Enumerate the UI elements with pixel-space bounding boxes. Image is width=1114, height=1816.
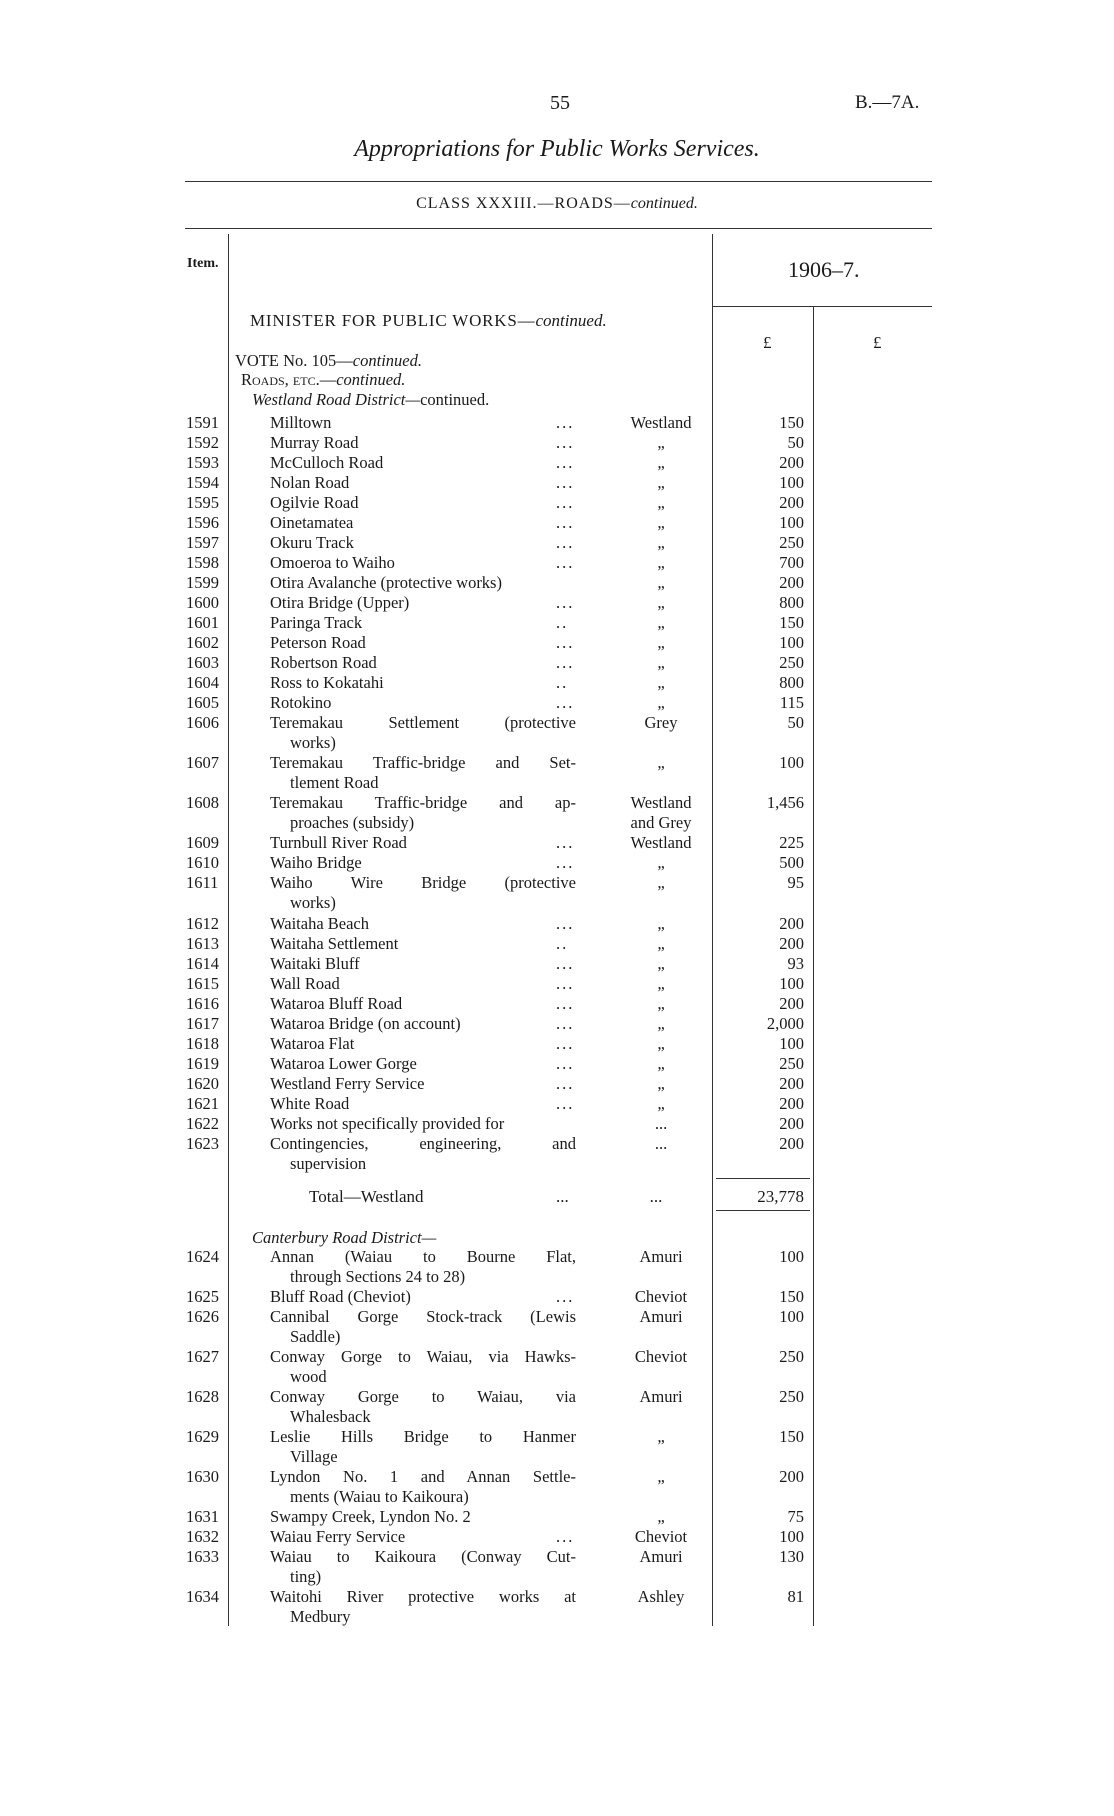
item-description: Nolan Road: [270, 473, 350, 492]
amount-value: 250: [779, 1347, 804, 1366]
item-number: 1620: [186, 1074, 219, 1093]
leader-dots: ..: [556, 613, 569, 632]
item-number: 1595: [186, 493, 219, 512]
item-description: Rotokino: [270, 693, 332, 712]
roads-heading-main: Roads, etc.—: [241, 370, 337, 389]
amount-value: 50: [787, 713, 804, 732]
item-description: Waitaha Beach: [270, 914, 369, 933]
district-name: ...: [654, 1134, 668, 1153]
total-top-rule: [716, 1178, 810, 1179]
roads-heading-continued: continued.: [336, 370, 406, 389]
description-line-1: Teremakau Settlement (protective: [270, 713, 576, 732]
total-dots: ...: [556, 1187, 569, 1206]
class-heading: [0, 195, 1114, 213]
item-description: [270, 1134, 576, 1173]
district-line-1: Westland: [630, 793, 692, 812]
leader-dots: ...: [556, 1527, 575, 1546]
item-number: 1604: [186, 673, 219, 692]
amount-value: 200: [779, 573, 804, 592]
district-name: „: [657, 994, 665, 1013]
item-description: Waitaki Bluff: [270, 954, 360, 973]
district-name: „: [657, 553, 665, 572]
item-number: 1610: [186, 853, 219, 872]
total-district: ...: [649, 1187, 663, 1206]
document-reference-code: B.—7A.: [855, 92, 920, 113]
amount-value: 100: [779, 1247, 804, 1266]
district-name: Cheviot: [634, 1527, 688, 1546]
district-name: Grey: [644, 713, 678, 732]
class-heading-continued: continued.: [630, 195, 698, 212]
leader-dots: ...: [556, 833, 575, 852]
vote-heading-main: VOTE No. 105—: [235, 351, 353, 370]
item-number: 1609: [186, 833, 219, 852]
item-number: 1615: [186, 974, 219, 993]
item-number: 1603: [186, 653, 219, 672]
item-description: [270, 793, 576, 832]
item-number: 1616: [186, 994, 219, 1013]
item-description: Westland Ferry Service: [270, 1074, 425, 1093]
leader-dots: ...: [556, 413, 575, 432]
leader-dots: ...: [556, 853, 575, 872]
leader-dots: ...: [556, 1054, 575, 1073]
leader-dots: ...: [556, 533, 575, 552]
amount-value: 250: [779, 1387, 804, 1406]
item-description: Wataroa Flat: [270, 1034, 355, 1053]
class-heading-main: CLASS XXXIII.—ROADS—: [416, 195, 631, 212]
leader-dots: ...: [556, 914, 575, 933]
description-line-1: Teremakau Traffic-bridge and ap-: [270, 793, 576, 812]
description-line-2: tlement Road: [290, 772, 379, 792]
amount-value: 1,456: [766, 793, 804, 812]
item-number: 1632: [186, 1527, 219, 1546]
item-description: Murray Road: [270, 433, 359, 452]
description-line-1: Teremakau Traffic-bridge and Set-: [270, 753, 576, 772]
item-number: 1594: [186, 473, 219, 492]
leader-dots: ...: [556, 633, 575, 652]
item-description: [270, 873, 576, 912]
leader-dots: ...: [556, 433, 575, 452]
item-description: Waiau Ferry Service: [270, 1527, 406, 1546]
leader-dots: ...: [556, 1074, 575, 1093]
item-description: Ross to Kokatahi: [270, 673, 384, 692]
item-number: 1634: [186, 1587, 219, 1606]
description-line-2: ments (Waiau to Kaikoura): [290, 1486, 469, 1506]
district-name: [614, 793, 708, 832]
item-number: 1626: [186, 1307, 219, 1326]
item-number: 1633: [186, 1547, 219, 1566]
item-description: Wall Road: [270, 974, 340, 993]
item-description: Robertson Road: [270, 653, 377, 672]
amount-value: 95: [787, 873, 804, 892]
item-description: Omoeroa to Waiho: [270, 553, 395, 572]
pound-sign-column-a: £: [763, 333, 772, 352]
leader-dots: ...: [556, 453, 575, 472]
district-name: Westland: [630, 413, 692, 432]
item-number: 1622: [186, 1114, 219, 1133]
district-name: „: [657, 1074, 665, 1093]
description-line-2: ting): [290, 1566, 322, 1586]
district-name: Cheviot: [634, 1287, 688, 1306]
amount-value: 81: [787, 1587, 804, 1606]
amount-value: 200: [779, 493, 804, 512]
westland-district-heading-main: Westland Road District—: [252, 390, 421, 409]
description-line-2: supervision: [290, 1153, 367, 1173]
amount-value: 150: [779, 1427, 804, 1446]
district-name: Westland: [630, 833, 692, 852]
item-description: Ogilvie Road: [270, 493, 359, 512]
description-line-1: Contingencies, engineering, and: [270, 1134, 576, 1153]
district-name: „: [657, 693, 665, 712]
amount-value: 200: [779, 1134, 804, 1153]
header-rule: [185, 228, 932, 229]
item-description: [270, 1587, 576, 1626]
item-description: Oinetamatea: [270, 513, 354, 532]
amount-value: 2,000: [766, 1014, 804, 1033]
leader-dots: ...: [556, 553, 575, 572]
item-description: Waiho Bridge: [270, 853, 362, 872]
description-line-2: wood: [290, 1366, 327, 1386]
item-description: Otira Avalanche (protective works): [270, 573, 502, 592]
item-description: Waitaha Settlement: [270, 934, 399, 953]
amount-value: 100: [779, 473, 804, 492]
year-rule: [712, 306, 932, 307]
amount-value: 500: [779, 853, 804, 872]
item-description: Works not specifically provided for: [270, 1114, 505, 1133]
amount-value: 150: [779, 1287, 804, 1306]
description-line-1: Annan (Waiau to Bourne Flat,: [270, 1247, 576, 1266]
item-number: 1612: [186, 914, 219, 933]
item-description: [270, 1547, 576, 1586]
item-description: Wataroa Bridge (on account): [270, 1014, 461, 1033]
item-description: [270, 1247, 576, 1286]
description-line-2: Whalesback: [290, 1406, 371, 1426]
leader-dots: ...: [556, 954, 575, 973]
leader-dots: ...: [556, 653, 575, 672]
amount-value: 200: [779, 1094, 804, 1113]
amount-value: 700: [779, 553, 804, 572]
district-name: Amuri: [639, 1547, 683, 1566]
district-name: „: [657, 1467, 665, 1486]
item-number: 1623: [186, 1134, 219, 1153]
roads-heading: [241, 370, 405, 390]
item-description: [270, 1387, 576, 1426]
amount-value: 100: [779, 1307, 804, 1326]
district-name: „: [657, 473, 665, 492]
minister-heading: [250, 311, 607, 331]
description-line-2: Medbury: [290, 1606, 351, 1626]
amount-value: 200: [779, 934, 804, 953]
amount-value: 800: [779, 593, 804, 612]
item-number: 1600: [186, 593, 219, 612]
amount-value: 200: [779, 994, 804, 1013]
item-description: [270, 753, 576, 792]
page-title: Appropriations for Public Works Services.: [354, 136, 760, 162]
district-name: Amuri: [639, 1387, 683, 1406]
leader-dots: ...: [556, 473, 575, 492]
item-number: 1601: [186, 613, 219, 632]
district-column-rule: [712, 234, 713, 1626]
district-name: „: [657, 513, 665, 532]
total-label: Total—Westland: [309, 1187, 424, 1206]
item-description: Paringa Track: [270, 613, 363, 632]
district-name: Ashley: [637, 1587, 685, 1606]
leader-dots: ...: [556, 693, 575, 712]
amount-value: 200: [779, 1074, 804, 1093]
leader-dots: ..: [556, 934, 569, 953]
item-column-rule: [228, 234, 229, 1626]
amount-value: 100: [779, 753, 804, 772]
item-number: 1613: [186, 934, 219, 953]
vote-heading-continued: continued.: [352, 351, 422, 370]
amount-value: 250: [779, 533, 804, 552]
amount-value: 200: [779, 1467, 804, 1486]
item-number: 1630: [186, 1467, 219, 1486]
amount-value: 93: [787, 954, 804, 973]
description-line-1: Waiau to Kaikoura (Conway Cut-: [270, 1547, 576, 1566]
description-line-2: works): [290, 732, 336, 752]
item-number: 1627: [186, 1347, 219, 1366]
item-number: 1607: [186, 753, 219, 772]
item-description: Peterson Road: [270, 633, 366, 652]
leader-dots: ...: [556, 1287, 575, 1306]
description-line-1: Conway Gorge to Waiau, via Hawks-: [270, 1347, 576, 1366]
item-description: Otira Bridge (Upper): [270, 593, 410, 612]
amount-value: 50: [787, 433, 804, 452]
district-name: „: [657, 753, 665, 772]
item-description: Wataroa Bluff Road: [270, 994, 403, 1013]
amount-value: 200: [779, 914, 804, 933]
leader-dots: ..: [556, 673, 569, 692]
amount-column-rule: [813, 306, 814, 1626]
district-name: „: [657, 1054, 665, 1073]
item-number: 1619: [186, 1054, 219, 1073]
item-number: 1599: [186, 573, 219, 592]
item-number: 1602: [186, 633, 219, 652]
district-name: „: [657, 934, 665, 953]
district-name: „: [657, 1094, 665, 1113]
description-line-2: proaches (subsidy): [290, 812, 415, 832]
amount-value: 75: [787, 1507, 804, 1526]
item-number: 1591: [186, 413, 219, 432]
item-number: 1629: [186, 1427, 219, 1446]
item-number: 1596: [186, 513, 219, 532]
description-line-1: Cannibal Gorge Stock-track (Lewis: [270, 1307, 576, 1326]
item-description: White Road: [270, 1094, 350, 1113]
minister-heading-continued: continued.: [535, 311, 607, 330]
district-name: „: [657, 853, 665, 872]
district-name: Amuri: [639, 1307, 683, 1326]
district-line-2: and Grey: [630, 812, 692, 832]
total-amount: 23,778: [757, 1187, 804, 1206]
item-description: Wataroa Lower Gorge: [270, 1054, 417, 1073]
district-name: „: [657, 1034, 665, 1053]
description-line-1: Lyndon No. 1 and Annan Settle-: [270, 1467, 576, 1486]
item-description: Milltown: [270, 413, 332, 432]
district-name: „: [657, 633, 665, 652]
item-description: [270, 713, 576, 752]
district-name: „: [657, 533, 665, 552]
leader-dots: ...: [556, 974, 575, 993]
district-name: „: [657, 433, 665, 452]
amount-value: 100: [779, 513, 804, 532]
district-name: Amuri: [639, 1247, 683, 1266]
district-name: „: [657, 1507, 665, 1526]
district-name: „: [657, 1427, 665, 1446]
leader-dots: ...: [556, 493, 575, 512]
amount-value: 800: [779, 673, 804, 692]
item-number: 1606: [186, 713, 219, 732]
westland-district-heading: [252, 390, 489, 410]
amount-value: 100: [779, 974, 804, 993]
description-line-1: Conway Gorge to Waiau, via: [270, 1387, 576, 1406]
description-line-2: Saddle): [290, 1326, 341, 1346]
amount-value: 250: [779, 1054, 804, 1073]
amount-value: 100: [779, 633, 804, 652]
vote-heading: [235, 351, 422, 371]
amount-value: 100: [779, 1034, 804, 1053]
district-name: ...: [654, 1114, 668, 1133]
item-description: Okuru Track: [270, 533, 354, 552]
district-name: „: [657, 613, 665, 632]
year-column-header: 1906–7.: [788, 257, 860, 282]
item-number: 1624: [186, 1247, 219, 1266]
title-rule: [185, 181, 932, 182]
item-number: 1611: [186, 873, 219, 892]
item-number: 1605: [186, 693, 219, 712]
item-description: [270, 1307, 576, 1346]
leader-dots: ...: [556, 1014, 575, 1033]
amount-value: 225: [779, 833, 804, 852]
westland-district-heading-continued: continued.: [420, 390, 490, 409]
district-name: „: [657, 653, 665, 672]
amount-value: 150: [779, 413, 804, 432]
description-line-2: works): [290, 892, 336, 912]
amount-value: 150: [779, 613, 804, 632]
pound-sign-column-b: £: [873, 333, 882, 352]
amount-value: 200: [779, 1114, 804, 1133]
description-line-1: Waiho Wire Bridge (protective: [270, 873, 576, 892]
description-line-2: Village: [290, 1446, 338, 1466]
district-name: „: [657, 974, 665, 993]
item-number: 1618: [186, 1034, 219, 1053]
leader-dots: ...: [556, 513, 575, 532]
description-line-1: Leslie Hills Bridge to Hanmer: [270, 1427, 576, 1446]
amount-value: 130: [779, 1547, 804, 1566]
item-description: Bluff Road (Cheviot): [270, 1287, 411, 1306]
district-name: „: [657, 573, 665, 592]
amount-value: 100: [779, 1527, 804, 1546]
district-name: „: [657, 914, 665, 933]
item-number: 1631: [186, 1507, 219, 1526]
item-number: 1593: [186, 453, 219, 472]
district-name: „: [657, 453, 665, 472]
district-name: „: [657, 1014, 665, 1033]
item-description: McCulloch Road: [270, 453, 384, 472]
leader-dots: ...: [556, 994, 575, 1013]
item-number: 1608: [186, 793, 219, 812]
leader-dots: ...: [556, 593, 575, 612]
page-number: 55: [550, 92, 570, 114]
item-description: Turnbull River Road: [270, 833, 407, 852]
item-description: [270, 1347, 576, 1386]
item-number: 1598: [186, 553, 219, 572]
leader-dots: ...: [556, 1034, 575, 1053]
item-description: [270, 1467, 576, 1506]
description-line-1: Waitohi River protective works at: [270, 1587, 576, 1606]
district-name: Cheviot: [634, 1347, 688, 1366]
item-description: [270, 1427, 576, 1466]
district-name: „: [657, 673, 665, 692]
item-number: 1597: [186, 533, 219, 552]
canterbury-district-heading: [252, 1228, 436, 1248]
district-name: „: [657, 493, 665, 512]
item-number: 1592: [186, 433, 219, 452]
description-line-2: through Sections 24 to 28): [290, 1266, 466, 1286]
district-name: „: [657, 873, 665, 892]
item-number: 1614: [186, 954, 219, 973]
minister-heading-main: MINISTER FOR PUBLIC WORKS—: [250, 311, 536, 330]
amount-value: 115: [779, 693, 804, 712]
item-number: 1625: [186, 1287, 219, 1306]
district-name: „: [657, 954, 665, 973]
item-number: 1617: [186, 1014, 219, 1033]
leader-dots: ...: [556, 1094, 575, 1113]
amount-value: 250: [779, 653, 804, 672]
item-column-header: Item.: [187, 256, 219, 271]
canterbury-district-heading-text: Canterbury Road District—: [252, 1228, 437, 1247]
item-number: 1621: [186, 1094, 219, 1113]
amount-value: 200: [779, 453, 804, 472]
item-number: 1628: [186, 1387, 219, 1406]
item-description: Swampy Creek, Lyndon No. 2: [270, 1507, 471, 1526]
district-name: „: [657, 593, 665, 612]
total-bottom-rule: [716, 1210, 810, 1211]
